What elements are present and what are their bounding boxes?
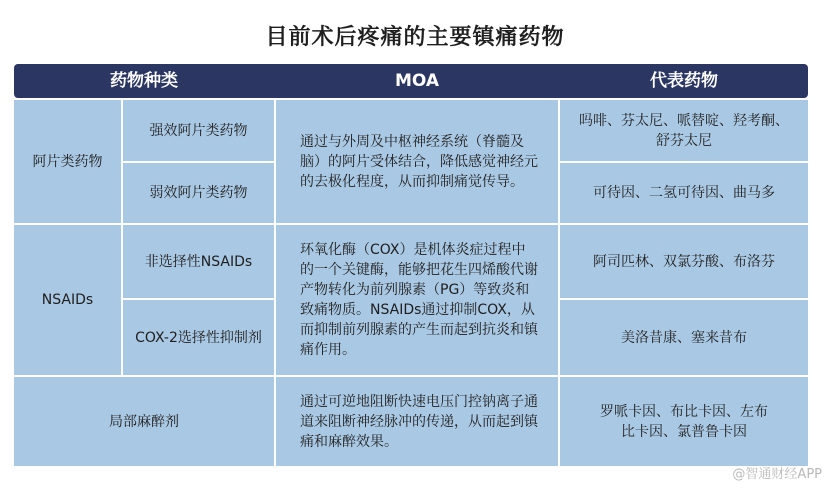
sub-weak-opioids: 弱效阿片类药物 [123,163,274,223]
sub-nonselective-nsaids: 非选择性NSAIDs [123,225,274,298]
table-header [14,64,808,98]
moa-opioids: 通过与外周及中枢神经系统（脊髓及脑）的阿片受体结合，降低感觉神经元的去极化程度，从而抑制痛觉传导。 [276,100,558,223]
header-category: 药物种类 [110,71,178,91]
drugs-strong-opioids: 吗啡、芬太尼、哌替啶、羟考酮、舒芬太尼 [560,100,808,161]
page-title: 目前术后疼痛的主要镇痛药物 [265,25,565,50]
sub-cox2-inhibitors: COX-2选择性抑制剂 [123,300,274,375]
header-drugs: 代表药物 [650,71,718,91]
drugs-nonselective-nsaids: 阿司匹林、双氯芬酸、布洛芬 [560,225,808,298]
category-nsaids: NSAIDs [14,225,121,375]
drugs-local-anesthetics: 罗哌卡因、布比卡因、左布比卡因、氯普鲁卡因 [560,377,808,466]
moa-nsaids: 环氧化酶（COX）是机体炎症过程中的一个关键酶，能够把花生四烯酸代谢产物转化为前列腺素（PG）等致炎和致痛物质。NSAIDs通过抑制COX，从而抑制前列腺素的产生而起到抗炎和镇痛作用。 [276,225,558,375]
header-moa: MOA [394,71,440,91]
moa-local-anesthetics: 通过可逆地阻断快速电压门控钠离子通道来阻断神经脉冲的传递，从而起到镇痛和麻醉效果。 [276,377,558,466]
category-opioids: 阿片类药物 [14,100,121,223]
drugs-weak-opioids: 可待因、二氢可待因、曲马多 [560,163,808,223]
watermark: @智通财经APP [732,467,822,482]
category-local-anesthetics: 局部麻醉剂 [14,377,274,466]
drugs-cox2-inhibitors: 美洛昔康、塞来昔布 [560,300,808,375]
sub-strong-opioids: 强效阿片类药物 [123,100,274,161]
